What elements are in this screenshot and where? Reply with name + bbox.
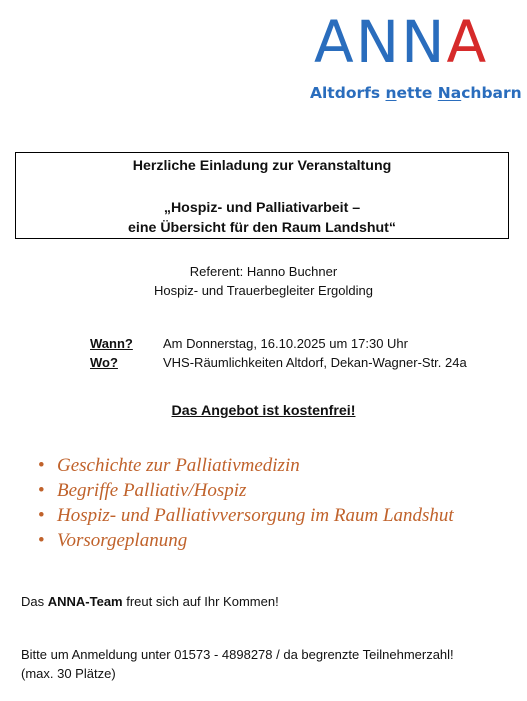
- invitation-heading: Herzliche Einladung zur Veranstaltung: [132, 158, 392, 174]
- event-details: [90, 334, 467, 372]
- logo-letter: N: [355, 8, 402, 76]
- invitation-box: [15, 152, 509, 239]
- tagline-part: ette: [396, 84, 438, 102]
- tagline-part: Altdorfs: [310, 84, 386, 102]
- speaker-role: Hospiz- und Trauerbegleiter Ergolding: [154, 283, 373, 298]
- where-value: VHS-Räumlichkeiten Altdorf, Dekan-Wagner-Str. 24a: [163, 355, 467, 370]
- logo-letter: A: [314, 8, 356, 76]
- when-label: Wann?: [90, 336, 133, 351]
- topic-text: Begriffe Palliativ/Hospiz: [57, 480, 247, 501]
- event-title-line-1: „Hospiz- und Palliativarbeit –: [163, 200, 361, 216]
- closing-prefix: Das: [21, 594, 48, 609]
- tagline-part: Na: [437, 84, 462, 102]
- list-item: [38, 478, 454, 503]
- topic-text: Hospiz- und Palliativversorgung im Raum Landshut: [57, 505, 454, 526]
- free-of-charge-note: Das Angebot ist kostenfrei!: [171, 403, 356, 419]
- team-name: ANNA-Team: [47, 594, 123, 609]
- logo-wordmark: [314, 10, 488, 74]
- tagline-part: n: [385, 84, 397, 102]
- registration-info: Bitte um Anmeldung unter 01573 - 4898278 / da begrenzte Teilnehmerzahl!: [21, 647, 454, 662]
- registration-capacity: (max. 30 Plätze): [21, 666, 116, 681]
- closing-text: [21, 592, 279, 611]
- where-row: [90, 353, 467, 372]
- closing-suffix: freut sich auf Ihr Kommen!: [122, 594, 279, 609]
- topic-list: [38, 453, 454, 553]
- list-item: [38, 528, 454, 553]
- list-item: [38, 503, 454, 528]
- speaker-name: Referent: Hanno Buchner: [189, 264, 338, 279]
- bullet-icon: •: [38, 455, 45, 476]
- list-item: [38, 453, 454, 478]
- bullet-icon: •: [38, 530, 45, 551]
- tagline-part: chbarn: [461, 84, 522, 102]
- when-row: [90, 334, 467, 353]
- logo-letter: N: [401, 8, 447, 76]
- logo-letter: A: [446, 8, 489, 76]
- topic-text: Vorsorgeplanung: [57, 530, 188, 551]
- event-title-line-2: eine Übersicht für den Raum Landshut“: [127, 220, 397, 236]
- logo-tagline: [310, 84, 522, 102]
- when-value: Am Donnerstag, 16.10.2025 um 17:30 Uhr: [163, 336, 408, 351]
- anna-logo: [306, 8, 522, 114]
- topic-text: Geschichte zur Palliativmedizin: [57, 455, 300, 476]
- bullet-icon: •: [38, 480, 45, 501]
- where-label: Wo?: [90, 355, 118, 370]
- bullet-icon: •: [38, 505, 45, 526]
